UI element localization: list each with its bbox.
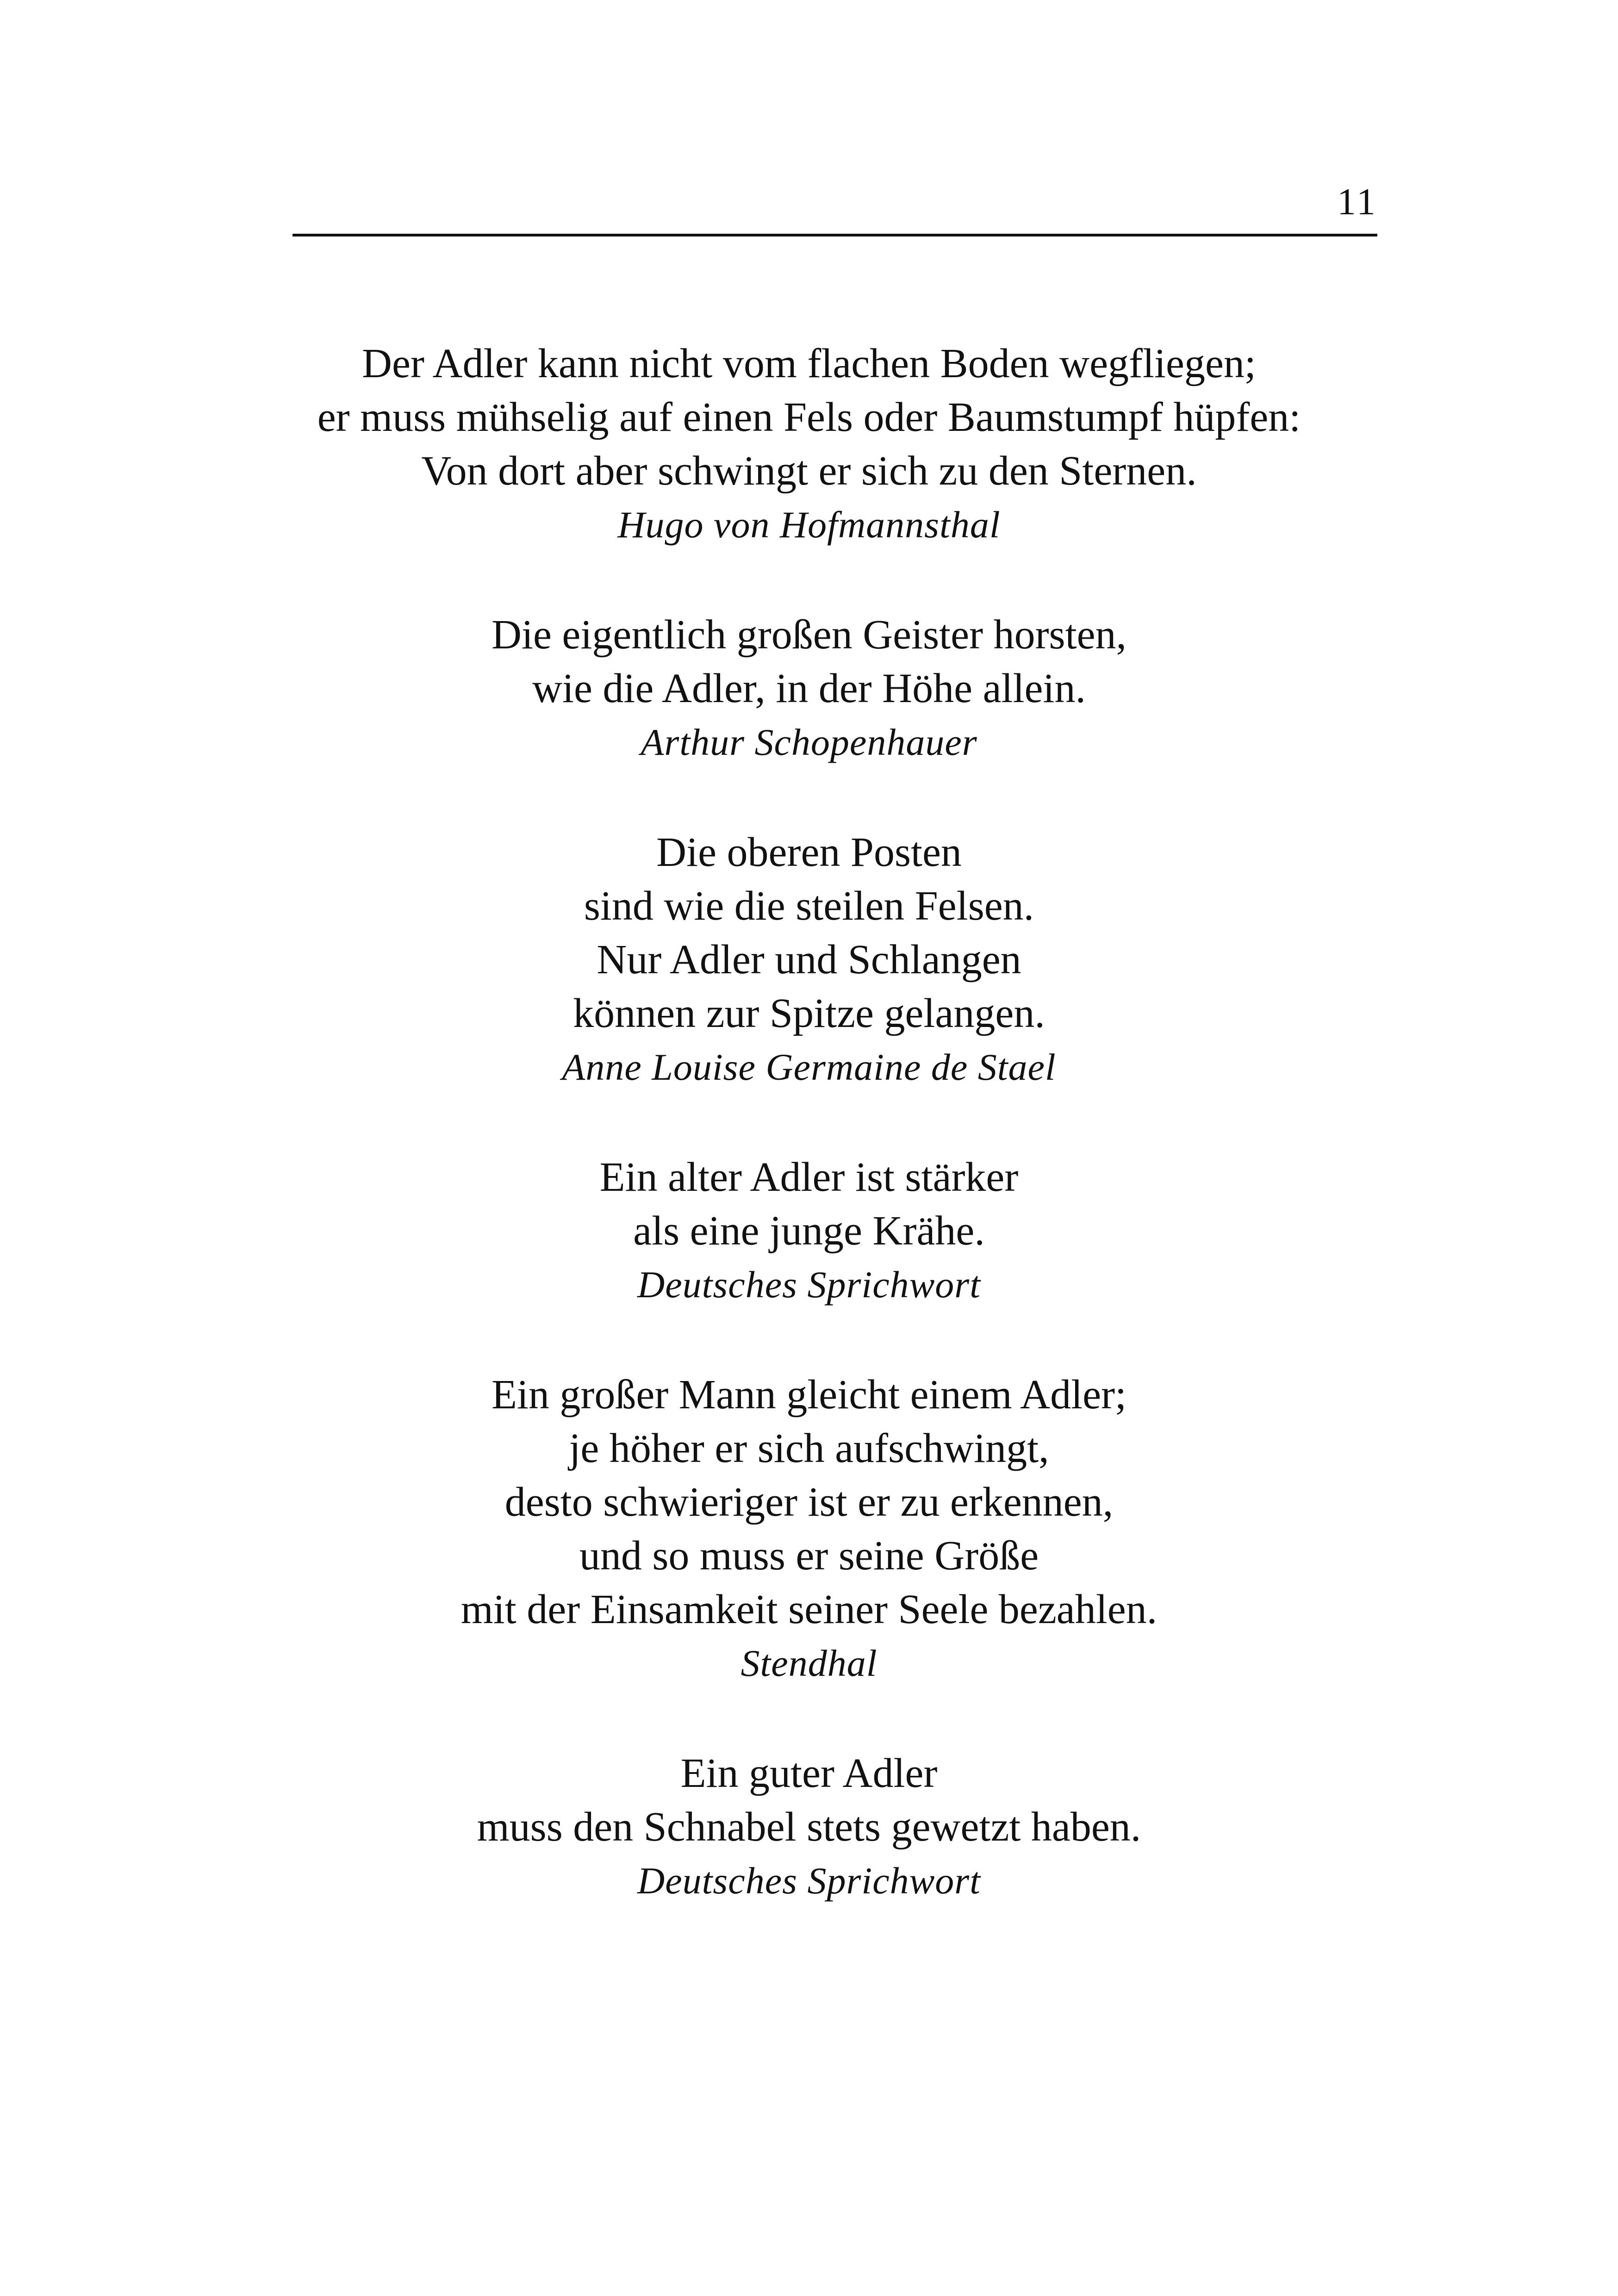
quote-line: Ein alter Adler ist stärker bbox=[599, 1154, 1019, 1200]
quote-line: als eine junge Krähe. bbox=[633, 1208, 985, 1254]
quote-block bbox=[0, 826, 1618, 1094]
quote-line: Ein großer Mann gleicht einem Adler; bbox=[491, 1372, 1127, 1418]
quote-author: Deutsches Sprichwort bbox=[637, 1263, 981, 1306]
quote-line: Die oberen Posten bbox=[656, 829, 962, 875]
quote-block bbox=[0, 1368, 1618, 1690]
quote-author: Arthur Schopenhauer bbox=[641, 721, 977, 763]
quote-author: Stendhal bbox=[741, 1642, 877, 1684]
quote-list bbox=[0, 337, 1618, 1964]
quote-block bbox=[0, 1747, 1618, 1908]
quote-line: er muss mühselig auf einen Fels oder Baumstumpf hüpfen: bbox=[317, 394, 1301, 440]
quote-line: Von dort aber schwingt er sich zu den Sternen. bbox=[421, 448, 1197, 494]
quote-line: sind wie die steilen Felsen. bbox=[584, 883, 1034, 929]
quote-line: Ein guter Adler bbox=[680, 1750, 938, 1796]
quote-line: Der Adler kann nicht vom flachen Boden wegfliegen; bbox=[362, 341, 1256, 386]
quote-line: und so muss er seine Größe bbox=[579, 1533, 1039, 1579]
quote-block bbox=[0, 337, 1618, 552]
header-rule bbox=[292, 234, 1377, 236]
quote-block bbox=[0, 1151, 1618, 1312]
page-number: 11 bbox=[1337, 180, 1377, 223]
quote-line: können zur Spitze gelangen. bbox=[573, 990, 1045, 1036]
quote-line: muss den Schnabel stets gewetzt haben. bbox=[477, 1804, 1141, 1850]
quote-line: mit der Einsamkeit seiner Seele bezahlen. bbox=[461, 1587, 1157, 1632]
quote-line: desto schwieriger ist er zu erkennen, bbox=[504, 1479, 1114, 1525]
quote-line: wie die Adler, in der Höhe allein. bbox=[532, 666, 1086, 711]
quote-author: Deutsches Sprichwort bbox=[637, 1860, 981, 1902]
quote-block bbox=[0, 608, 1618, 769]
quote-author: Anne Louise Germaine de Stael bbox=[562, 1046, 1056, 1088]
quote-line: Die eigentlich großen Geister horsten, bbox=[491, 612, 1127, 658]
quote-line: Nur Adler und Schlangen bbox=[597, 937, 1021, 983]
quote-line: je höher er sich aufschwingt, bbox=[569, 1425, 1049, 1471]
quote-author: Hugo von Hofmannsthal bbox=[617, 504, 1001, 546]
